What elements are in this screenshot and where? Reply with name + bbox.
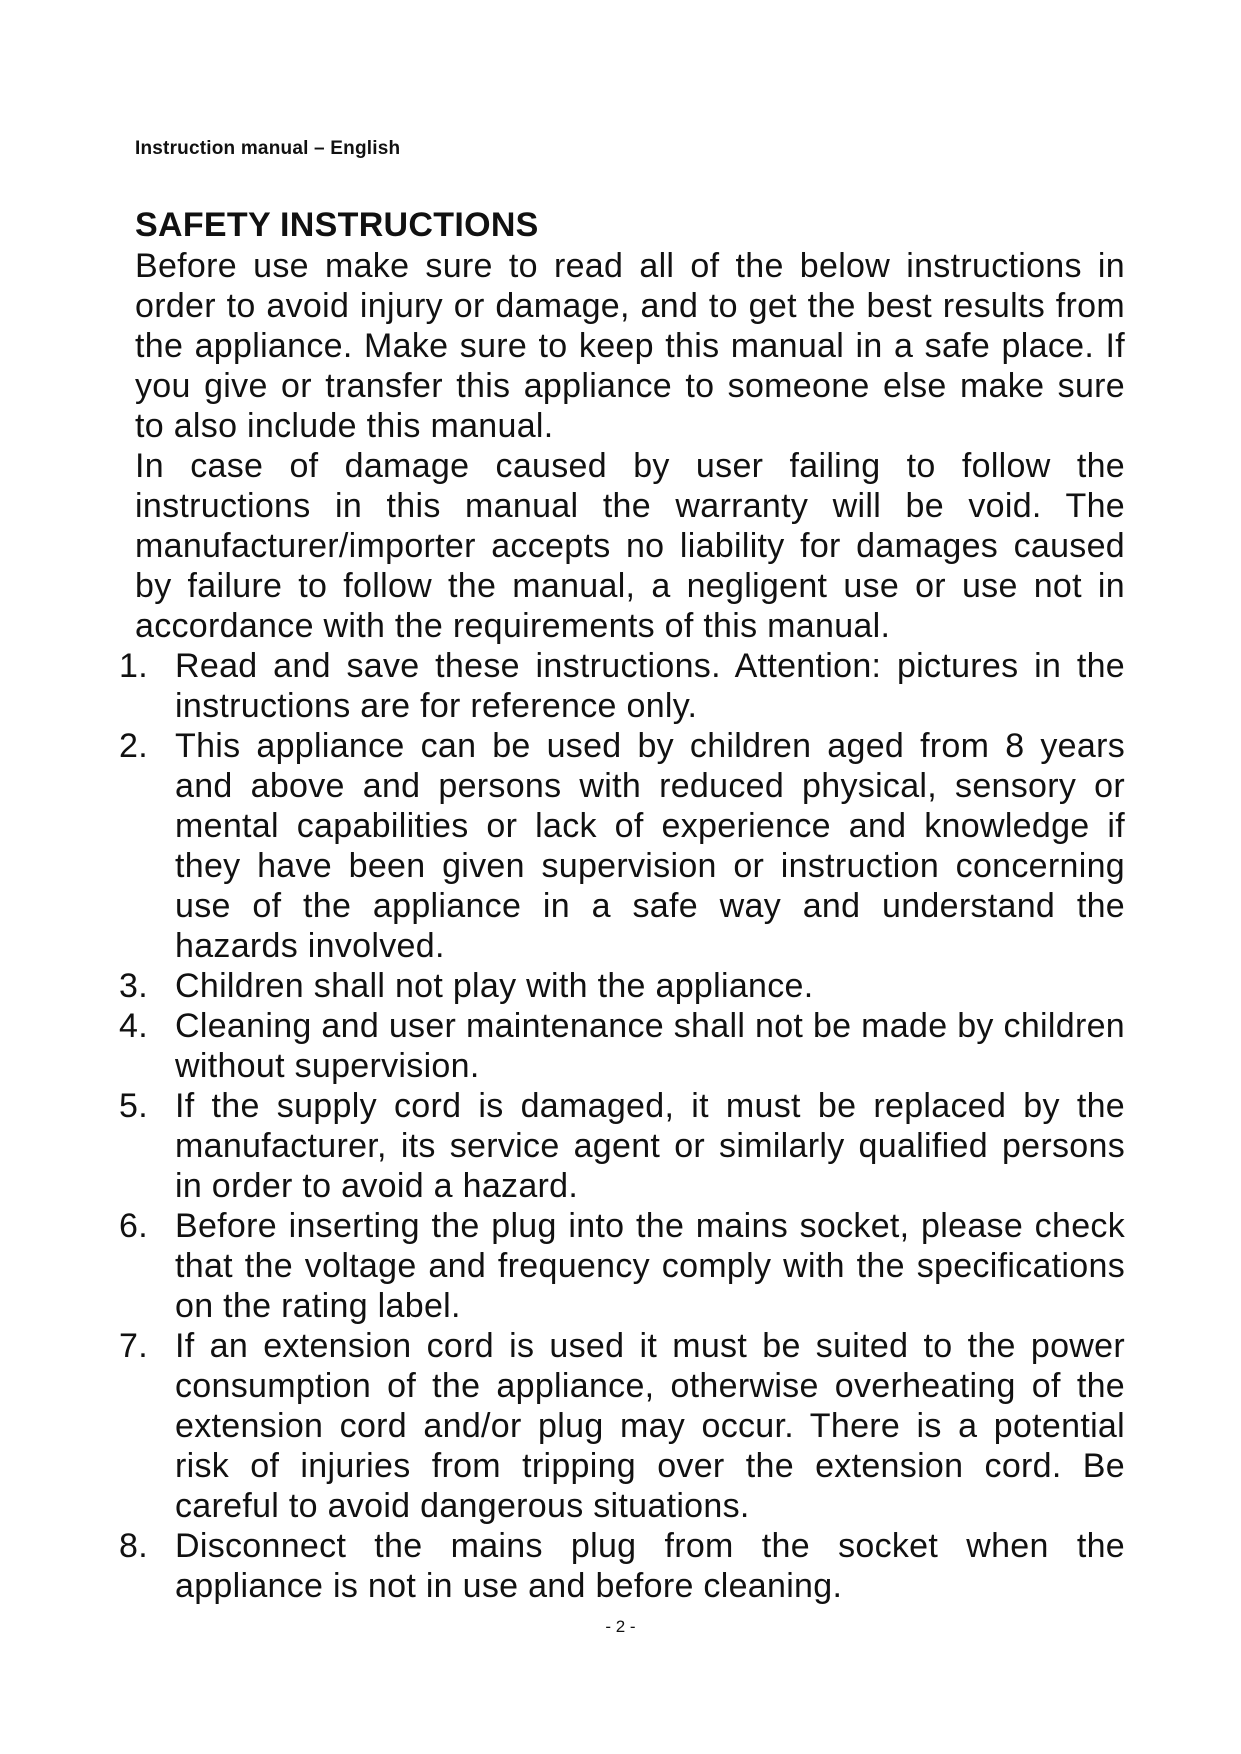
section-title: SAFETY INSTRUCTIONS	[135, 206, 539, 244]
item-number: 1.	[119, 647, 148, 685]
item-text: Before inserting the plug into the mains socket, please check that the voltage and frequency comply with the specifications on the rating label.	[175, 1207, 1125, 1325]
item-text: If the supply cord is damaged, it must be replaced by the manufacturer, its service agent or similarly qualified persons in order to avoid a hazard.	[175, 1087, 1125, 1205]
item-number: 8.	[119, 1527, 148, 1565]
item-text: Disconnect the mains plug from the socket when the appliance is not in use and before cleaning.	[175, 1527, 1125, 1605]
item-number: 7.	[119, 1327, 148, 1365]
item-number: 4.	[119, 1007, 148, 1045]
list-item	[119, 1526, 1125, 1606]
document-header: Instruction manual – English	[135, 138, 401, 159]
list-item	[119, 1006, 1125, 1086]
item-text: Cleaning and user maintenance shall not be made by children without supervision.	[175, 1007, 1125, 1085]
item-number: 3.	[119, 967, 148, 1005]
list-item	[119, 1086, 1125, 1206]
warranty-paragraph: In case of damage caused by user failing to follow the instructions in this manual the warranty will be void. The manufacturer/importer accepts no liability for damages caused by failure to follow the manual, a negligent use or use not in accordance with the requirements of this manual.	[135, 447, 1125, 645]
list-item	[119, 1206, 1125, 1326]
list-item	[119, 646, 1125, 726]
page-number: - 2 -	[605, 1617, 636, 1636]
item-text: Children shall not play with the appliance.	[175, 967, 814, 1005]
item-text: If an extension cord is used it must be suited to the power consumption of the appliance, otherwise overheating of the extension cord and/or plug may occur. There is a potential risk of injuries from tripping over the extension cord. Be careful to avoid dangerous situations.	[175, 1327, 1125, 1525]
list-item	[119, 1326, 1125, 1526]
item-number: 5.	[119, 1087, 148, 1125]
intro-paragraph: Before use make sure to read all of the below instructions in order to avoid injury or damage, and to get the best results from the appliance. Make sure to keep this manual in a safe place. If you give or transfer this appliance to someone else make sure to also include this manual.	[135, 247, 1125, 445]
item-text: This appliance can be used by children aged from 8 years and above and persons with reduced physical, sensory or mental capabilities or lack of experience and knowledge if they have been given supervision or instruction concerning use of the appliance in a safe way and understand the hazards involved.	[175, 727, 1125, 965]
instruction-list	[119, 646, 1125, 1606]
list-item	[119, 726, 1125, 966]
list-item	[119, 966, 1125, 1006]
item-number: 2.	[119, 727, 148, 765]
item-text: Read and save these instructions. Attention: pictures in the instructions are for reference only.	[175, 647, 1125, 725]
item-number: 6.	[119, 1207, 148, 1245]
safety-section	[119, 204, 1125, 1606]
